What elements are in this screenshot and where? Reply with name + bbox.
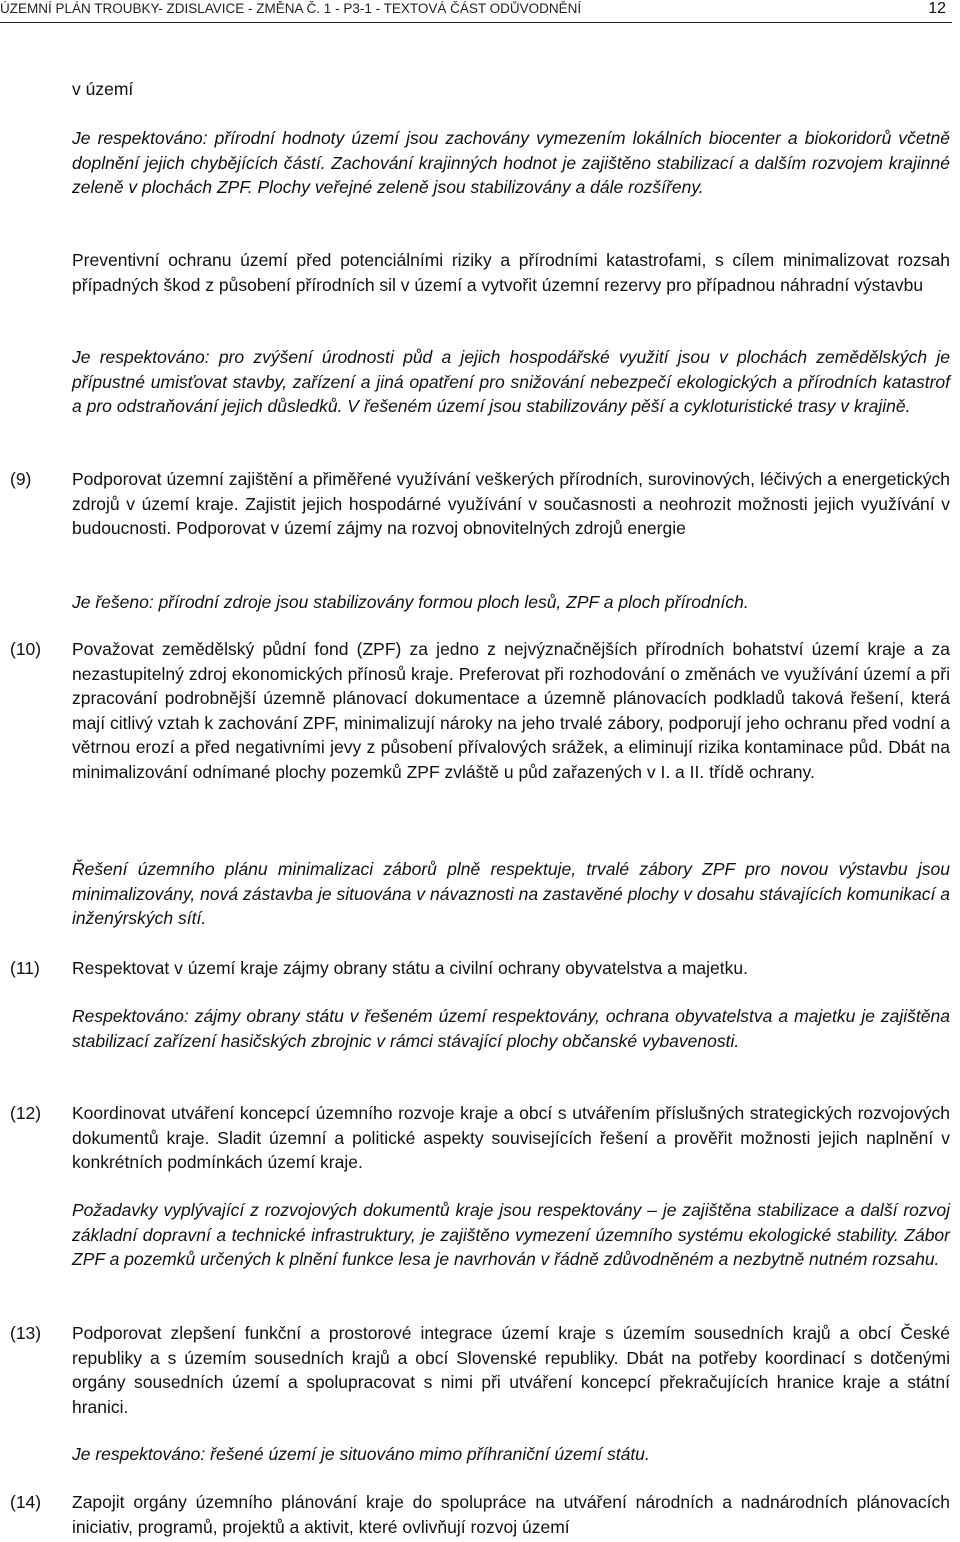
paragraph-item-13: Podporovat zlepšení funkční a prostorové integrace území kraje s územím sousedních krajů a obcí České republiky a s územím sousedních krajů a obcí Slovenské republiky. Dbát na potřeby koordinací s dotčenými orgány sousedních území a spolupracovat s nimi při utváření koncepcí překračujících hranice kraje a státní hranici. xyxy=(72,1323,950,1417)
paragraph-item-10: Považovat zemědělský půdní fond (ZPF) za jedno z nejvýznačnějších přírodních bohatství území kraje a za nezastupitelný zdroj ekonomických přínosů kraje. Preferovat při rozhodování o změnách ve využívání území a při zpracování podrobnější územně plánovací dokumentace a územně plánovacích podkladů taková řešení, která mají citlivý vztah k zachování ZPF, minimalizují nároky na jeho trvalé zábory, podporují jeho ochranu před vodní a větrnou erozí a před negativními jevy z působení přívalových srážek, a eliminují rizika kontaminace půd. Dbát na minimalizování odnímané plochy pozemků ZPF zvláště u půd zařazených v I. a II. třídě ochrany. xyxy=(72,639,950,782)
paragraph-resolved-resources: Je řešeno: přírodní zdroje jsou stabilizovány formou ploch lesů, ZPF a ploch přírodních. xyxy=(72,592,749,612)
paragraph-requirements: Požadavky vyplývající z rozvojových dokumentů kraje jsou respektovány – je zajištěna stabilizace a další rozvoj základní dopravní a technické infrastruktury, je zajištěno vymezení územního systému ekologické stability. Zábor ZPF a pozemků určených k plnění funkce lesa je navrhován v řádně zdůvodněném a nezbytně nutném rozsahu. xyxy=(72,1200,950,1269)
paragraph-respected-defense: Respektováno: zájmy obrany státu v řešeném území respektovány, ochrana obyvatelstva a majetku je zajištěna stabilizací zařízení hasičských zbrojnic v rámci stávající plochy občanské vybavenosti. xyxy=(72,1006,950,1051)
paragraph-respected-nature: Je respektováno: přírodní hodnoty území jsou zachovány vymezením lokálních biocenter a biokoridorů včetně doplnění jejich chybějících částí. Zachování krajinných hodnot je zajištěno stabilizací a dalším rozvojem krajinné zeleně v plochách ZPF. Plochy veřejné zeleně jsou stabilizovány a dále rozšířeny. xyxy=(72,128,950,197)
item-number-11: (11) xyxy=(10,958,40,978)
item-number-9: (9) xyxy=(10,469,32,489)
paragraph-item-12: Koordinovat utváření koncepcí územního rozvoje kraje a obcí s utvářením příslušných strategických rozvojových dokumentů kraje. Sladit územní a politické aspekty souvisejících řešení a prověřit možnosti jejich naplnění v konkrétních podmínkách území kraje. xyxy=(72,1103,950,1172)
paragraph-respected-border: Je respektováno: řešené území je situováno mimo příhraniční území státu. xyxy=(72,1444,650,1464)
paragraph-preventive-protection: Preventivní ochranu území před potenciálními riziky a přírodními katastrofami, s cílem minimalizovat rozsah případných škod z působení přírodních sil v území a vytvořit územní rezervy pro případnou náhradní výstavbu xyxy=(72,250,950,295)
paragraph-v-uzemi: v území xyxy=(72,79,134,99)
paragraph-item-14: Zapojit orgány územního plánování kraje do spolupráce na utváření národních a nadnárodních plánovacích iniciativ, programů, projektů a aktivit, které ovlivňují rozvoj území xyxy=(72,1492,950,1537)
page-number: 12 xyxy=(928,0,946,17)
paragraph-solution-zpf: Řešení územního plánu minimalizaci záborů plně respektuje, trvalé zábory ZPF pro novou výstavbu jsou minimalizovány, nová zástavba je situována v návaznosti na zastavěné plochy v dosahu stávajících komunikací a inženýrských sítí. xyxy=(72,859,950,928)
paragraph-item-9: Podporovat územní zajištění a přiměřené využívání veškerých přírodních, surovinových, léčivých a energetických zdrojů v území kraje. Zajistit jejich hospodárné využívání v současnosti a neohrozit možnosti jejich využívání v budoucnosti. Podporovat v území zájmy na rozvoj obnovitelných zdrojů energie xyxy=(72,469,950,538)
document-title: ÚZEMNÍ PLÁN TROUBKY- ZDISLAVICE - ZMĚNA Č. 1 - P3-1 - TEXTOVÁ ČÁST ODŮVODNĚNÍ xyxy=(0,1,582,16)
paragraph-respected-soil: Je respektováno: pro zvýšení úrodnosti půd a jejich hospodářské využití jsou v plochách zemědělských je přípustné umisťovat stavby, zařízení a jiná opatření pro snižování nebezpečí ekologických a přírodních katastrof a pro odstraňování jejich důsledků. V řešeném území jsou stabilizovány pěší a cykloturistické trasy v krajině. xyxy=(72,347,950,416)
item-number-10: (10) xyxy=(10,639,42,659)
paragraph-item-11: Respektovat v území kraje zájmy obrany státu a civilní ochrany obyvatelstva a majetku. xyxy=(72,958,748,978)
page-header xyxy=(0,0,952,23)
item-number-12: (12) xyxy=(10,1103,42,1123)
item-number-13: (13) xyxy=(10,1323,42,1343)
item-number-14: (14) xyxy=(10,1492,42,1512)
